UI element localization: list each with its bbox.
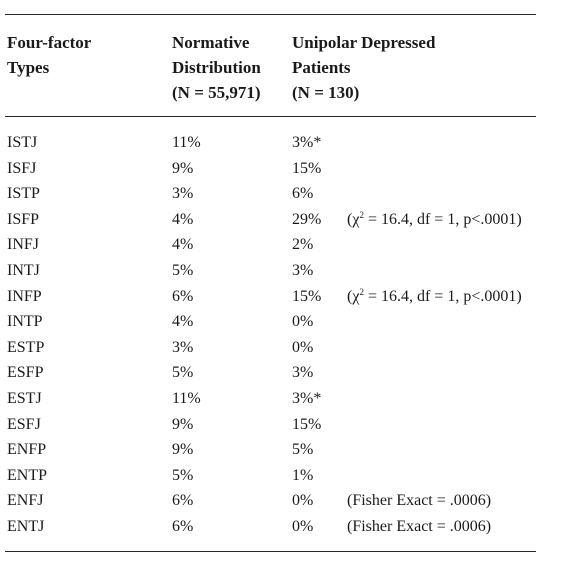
type-cell: ESFP bbox=[7, 364, 44, 382]
type-cell: ESTJ bbox=[7, 389, 42, 407]
stat-cell: (Fisher Exact = .0006) bbox=[347, 517, 492, 535]
type-cell: ISTP bbox=[7, 185, 40, 203]
table-row bbox=[0, 514, 562, 540]
table-row bbox=[0, 437, 562, 463]
normative-cell: 9% bbox=[172, 415, 194, 433]
table-row bbox=[0, 130, 562, 156]
header-line: Normative bbox=[172, 33, 250, 52]
patients-cell: 3% bbox=[292, 261, 314, 279]
stat-rest: = 16.4, df = 1, p<.0001) bbox=[363, 287, 522, 305]
table-row bbox=[0, 309, 562, 335]
header-line: Four-factor bbox=[7, 33, 92, 52]
patients-cell: 3% bbox=[292, 364, 314, 382]
table-row bbox=[0, 488, 562, 514]
stat-cell: (Fisher Exact = .0006) bbox=[347, 492, 492, 510]
patients-cell: 15% bbox=[292, 415, 322, 433]
table-row bbox=[0, 284, 562, 310]
header-line: Types bbox=[7, 58, 50, 77]
normative-cell: 5% bbox=[172, 466, 194, 484]
stat-cell bbox=[347, 207, 522, 233]
normative-cell: 4% bbox=[172, 313, 194, 331]
bottom-rule bbox=[5, 551, 536, 552]
normative-cell: 6% bbox=[172, 492, 194, 510]
patients-cell: 0% bbox=[292, 517, 314, 535]
type-cell: INTJ bbox=[7, 261, 40, 279]
stat-chi: (χ bbox=[347, 210, 360, 228]
header-rule bbox=[5, 116, 536, 117]
table-row bbox=[0, 181, 562, 207]
header-unipolar-depressed-patients bbox=[292, 30, 435, 105]
table-row bbox=[0, 258, 562, 284]
table-row bbox=[0, 232, 562, 258]
top-rule bbox=[5, 14, 536, 15]
patients-cell: 0% bbox=[292, 338, 314, 356]
type-cell: ENFJ bbox=[7, 492, 44, 510]
normative-cell: 5% bbox=[172, 261, 194, 279]
normative-cell: 9% bbox=[172, 441, 194, 459]
table-row bbox=[0, 412, 562, 438]
type-cell: INFP bbox=[7, 287, 42, 305]
header-line: Unipolar Depressed bbox=[292, 33, 436, 52]
type-cell: INTP bbox=[7, 313, 43, 331]
header-line: (N = 130) bbox=[292, 83, 360, 102]
table-row bbox=[0, 386, 562, 412]
header-normative-distribution bbox=[172, 30, 261, 105]
patients-cell: 0% bbox=[292, 313, 314, 331]
normative-cell: 6% bbox=[172, 287, 194, 305]
normative-cell: 3% bbox=[172, 338, 194, 356]
table-body bbox=[0, 130, 562, 540]
stat-superscript: 2 bbox=[359, 209, 364, 220]
normative-cell: 11% bbox=[172, 134, 201, 151]
type-cell: ISFP bbox=[7, 210, 40, 228]
normative-cell: 3% bbox=[172, 185, 194, 203]
normative-cell: 6% bbox=[172, 517, 194, 535]
patients-cell: 2% bbox=[292, 236, 314, 254]
patients-cell: 15% bbox=[292, 159, 322, 177]
stat-cell bbox=[347, 284, 522, 310]
normative-cell: 5% bbox=[172, 364, 194, 382]
type-cell: ENTJ bbox=[7, 517, 45, 535]
type-cell: ENTP bbox=[7, 466, 47, 484]
header-line: (N = 55,971) bbox=[172, 83, 261, 102]
type-cell: ESFJ bbox=[7, 415, 41, 433]
patients-cell: 3%* bbox=[292, 134, 322, 151]
patients-cell: 1% bbox=[292, 466, 314, 484]
header-line: Distribution bbox=[172, 58, 261, 77]
patients-cell: 6% bbox=[292, 185, 314, 203]
patients-cell: 5% bbox=[292, 441, 314, 459]
patients-cell: 15% bbox=[292, 287, 322, 305]
stat-rest: = 16.4, df = 1, p<.0001) bbox=[363, 210, 522, 228]
normative-cell: 4% bbox=[172, 210, 194, 228]
header-line: Patients bbox=[292, 58, 351, 77]
patients-cell: 29% bbox=[292, 210, 322, 228]
stat-superscript: 2 bbox=[359, 286, 364, 297]
patients-cell: 0% bbox=[292, 492, 314, 510]
header-four-factor-types bbox=[7, 30, 91, 80]
type-cell: INFJ bbox=[7, 236, 40, 254]
table-row bbox=[0, 360, 562, 386]
type-cell: ESTP bbox=[7, 338, 45, 356]
normative-cell: 11% bbox=[172, 389, 201, 407]
stat-chi: (χ bbox=[347, 287, 360, 305]
type-cell: ISFJ bbox=[7, 159, 37, 177]
type-cell: ENFP bbox=[7, 441, 47, 459]
type-cell: ISTJ bbox=[7, 134, 38, 151]
table-row bbox=[0, 335, 562, 361]
normative-cell: 4% bbox=[172, 236, 194, 254]
table-row bbox=[0, 207, 562, 233]
table-row bbox=[0, 463, 562, 489]
patients-cell: 3%* bbox=[292, 389, 322, 407]
table-row bbox=[0, 156, 562, 182]
normative-cell: 9% bbox=[172, 159, 194, 177]
